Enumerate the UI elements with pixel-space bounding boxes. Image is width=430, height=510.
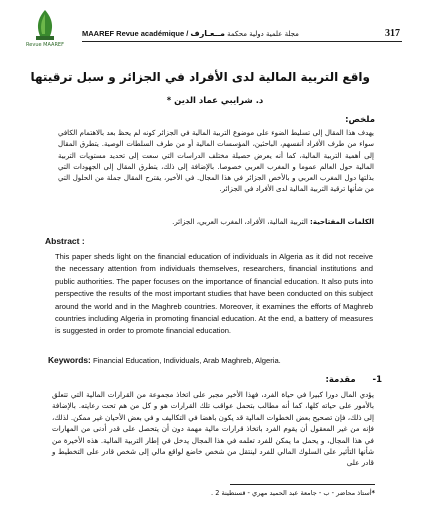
footnote bbox=[211, 489, 375, 497]
journal-arabic-brand: مــعـارف bbox=[190, 29, 225, 38]
footnote-text: أستاذ محاضر - ب - جامعة عبد الحميد مهري - قسنطينة 2 . bbox=[211, 489, 372, 497]
english-abstract-heading: Abstract : bbox=[45, 236, 85, 246]
header-rule bbox=[82, 41, 402, 42]
arabic-keywords-label: الكلمات المفتاحية: bbox=[310, 218, 374, 226]
page-number: 317 bbox=[385, 28, 400, 39]
journal-latin: MAAREF Revue académique bbox=[82, 29, 185, 38]
arabic-keywords bbox=[58, 218, 374, 226]
article-title: واقع التربية المالية لدى الأفراد في الجزائر و سبل ترقيتها bbox=[30, 70, 370, 84]
journal-arabic-desc: مجلة علمية دولية محكمة bbox=[227, 30, 299, 38]
page-header bbox=[0, 0, 430, 48]
english-keywords-label: Keywords: bbox=[48, 355, 91, 365]
footnote-marker: * bbox=[371, 489, 375, 497]
logo-caption: Revue MAAREF bbox=[26, 42, 64, 48]
english-abstract-text: This paper sheds light on the financial education of individuals in Algeria as it did not receive the necessary attention from individuals themselves, researchers, financial institutions and public authorities. The paper focuses on the importance of financial education. It also puts into perspective the results of the most important studies that have been conducted on this subject around the world and in the Maghreb countries. Moreover, it examines the efforts of Maghreb countries including Algeria in promoting financial education. At the end, a battery of measures is suggested in order to promote financial education. bbox=[55, 252, 373, 336]
arabic-keywords-list: التربية المالية، الأفراد، المغرب العربي، الجزائر. bbox=[172, 218, 311, 226]
footnote-rule bbox=[230, 484, 375, 485]
arabic-abstract-heading: ملخص: bbox=[345, 115, 375, 125]
arabic-abstract-text: يهدف هذا المقال إلى تسليط الضوء على موضوع التربية المالية في الجزائر كونه لم يحظ بعد بالاهتمام الكافي سواء من طرف الأفراد أنفسهم، الباحثين، المؤسسات المالية أو من طرف السلطات الوصية. يتطرق المقال إلى أهمية التربية المالية، كما أنه يعرض حصيلة مختلف الدراسات التي سعت إلى تحديد مستويات التربية المالية حول العالم عموما و المغرب العربي خصوصا. بالإضافة إلى ذلك، يتطرق المقال إلى الجهودات التي بذلتها دول المغرب العربي و بالأخص الجزائر في هذا المجال. في الأخير، يقترح المقال جملة من الحلول التي من شأنها ترقية التربية المالية لدى الأفراد في الجزائر. bbox=[58, 129, 374, 194]
journal-name bbox=[82, 29, 299, 38]
english-keywords-list: Financial Education, Individuals, Arab Maghreb, Algeria. bbox=[90, 356, 281, 365]
journal-logo bbox=[30, 8, 60, 42]
section-heading bbox=[325, 375, 382, 385]
section-title: مقدمة: bbox=[325, 375, 356, 385]
section-number: 1- bbox=[372, 375, 382, 385]
article-author: د. شرايبي عماد الدين * bbox=[166, 96, 264, 106]
section-body-text: يؤدي المال دورا كبيرا في حياة الفرد، فهذا الأخير مجبر على اتخاذ مجموعة من القرارات المالية التي تتعلق بالأمور على حياته كلها، كما أنه مطالب بتحمل عواقب تلك القرارات هو و كل من هم تحت رعايته. بالإضافة إلى ذلك، فإن تصحيح بعض الخطوات المالية قد يكون باهضا في التكاليف و في بعض الأحيان غير ممكن. لذلك، فإنه من غير المعقول أن يقوم الفرد باتخاذ قرارات مالية مهمة دون أن يتحصل على قدر أدنى من المهارات في هذا المجال، و يحمل ما يمكن للفرد تعلمه في هذا المجال يدخل في إطار التربية المالية. هذه الأخيرة من شأنها التأثير على السلوك المالي للفرد لينتقل من شخص خاضع لواقع مالي إلى شخص قادر على التخطيط و قادر على bbox=[52, 390, 374, 468]
english-keywords bbox=[48, 355, 281, 365]
journal-separator: / bbox=[186, 29, 189, 38]
